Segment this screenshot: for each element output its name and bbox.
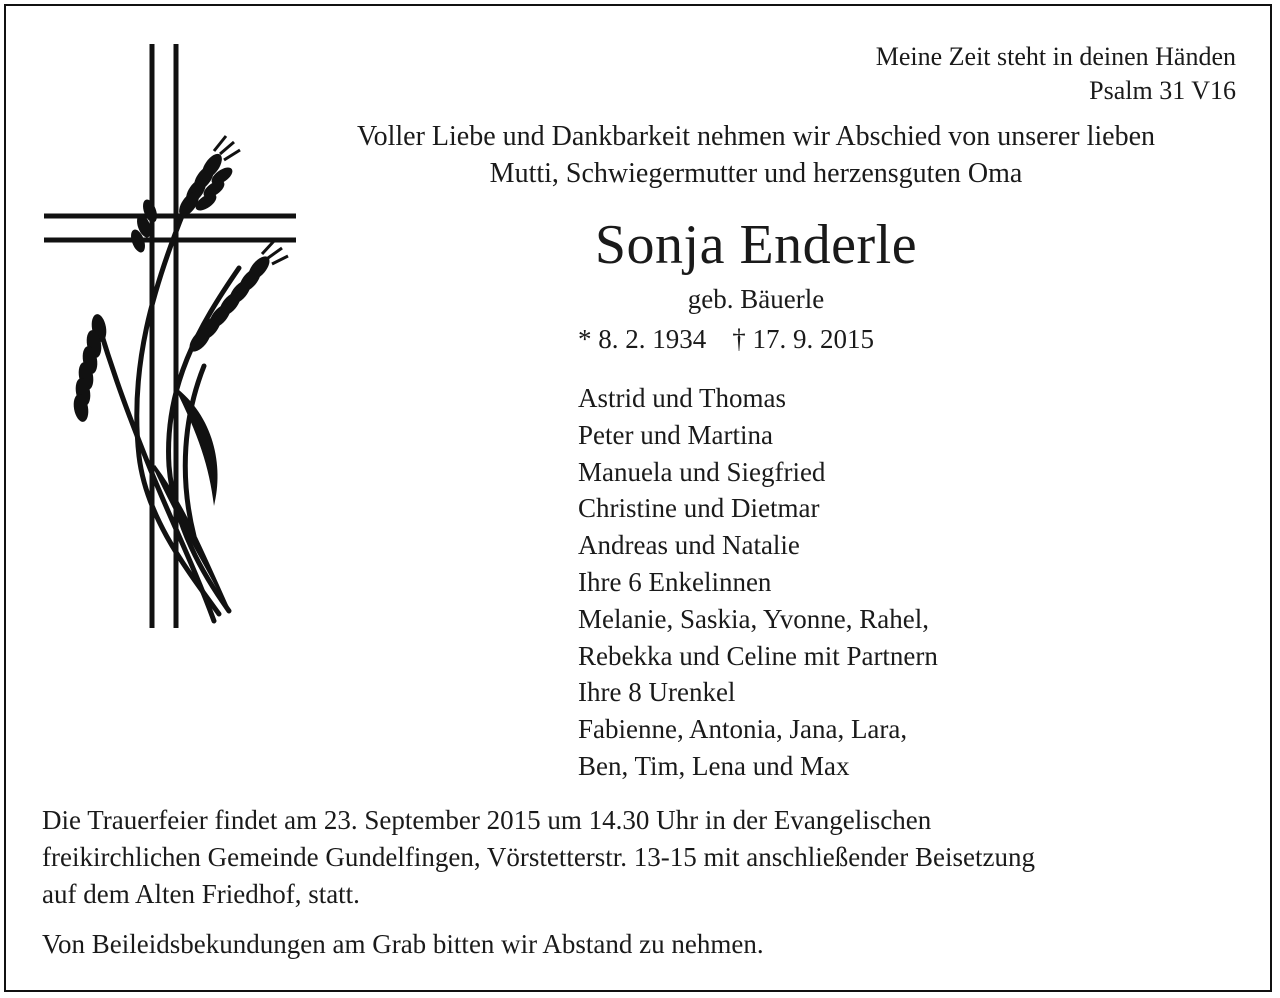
verse-reference: Psalm 31 V16	[1089, 76, 1236, 105]
maiden-name: geb. Bäuerle	[687, 284, 825, 314]
family-line: Astrid und Thomas	[578, 383, 786, 413]
ceremony-line: Die Trauerfeier findet am 23. September 2015 um 14.30 Uhr in der Evangelischen	[42, 805, 932, 835]
family-line: Christine und Dietmar	[578, 493, 820, 524]
birth-date: * 8. 2. 1934	[578, 324, 707, 354]
family-line: Ihre 8 Urenkel	[578, 677, 736, 708]
family-list	[578, 380, 938, 785]
verse-text: Meine Zeit steht in deinen Händen	[875, 42, 1236, 71]
family-line: Fabienne, Antonia, Jana, Lara,	[578, 714, 908, 745]
scripture-verse	[876, 40, 1236, 108]
intro-line: Voller Liebe und Dankbarkeit nehmen wir Abschied von unserer lieben	[356, 121, 1156, 152]
death-date: † 17. 9. 2015	[732, 324, 874, 354]
intro-text	[256, 118, 1256, 192]
intro-line: Mutti, Schwiegermutter und herzensguten Oma	[489, 158, 1023, 189]
family-line: Andreas und Natalie	[578, 530, 800, 561]
family-line: Rebekka und Celine mit Partnern	[578, 640, 938, 671]
ceremony-line: freikirchlichen Gemeinde Gundelfingen, Vörstetterstr. 13-15 mit anschließender Beisetzung	[42, 842, 1035, 872]
ceremony-details	[42, 802, 1242, 913]
family-line: Manuela und Siegfried	[578, 456, 826, 487]
deceased-name: Sonja Enderle	[594, 214, 918, 276]
family-line: Ihre 6 Enkelinnen	[578, 566, 772, 597]
family-line: Melanie, Saskia, Yvonne, Rahel,	[578, 603, 929, 634]
life-dates	[578, 319, 874, 359]
family-line: Peter und Martina	[578, 419, 773, 450]
condolence-note: Von Beileidsbekundungen am Grab bitten wir Abstand zu nehmen.	[42, 929, 764, 959]
obituary-notice	[4, 4, 1272, 992]
family-line: Ben, Tim, Lena und Max	[578, 750, 850, 781]
ceremony-line: auf dem Alten Friedhof, statt.	[42, 879, 360, 909]
